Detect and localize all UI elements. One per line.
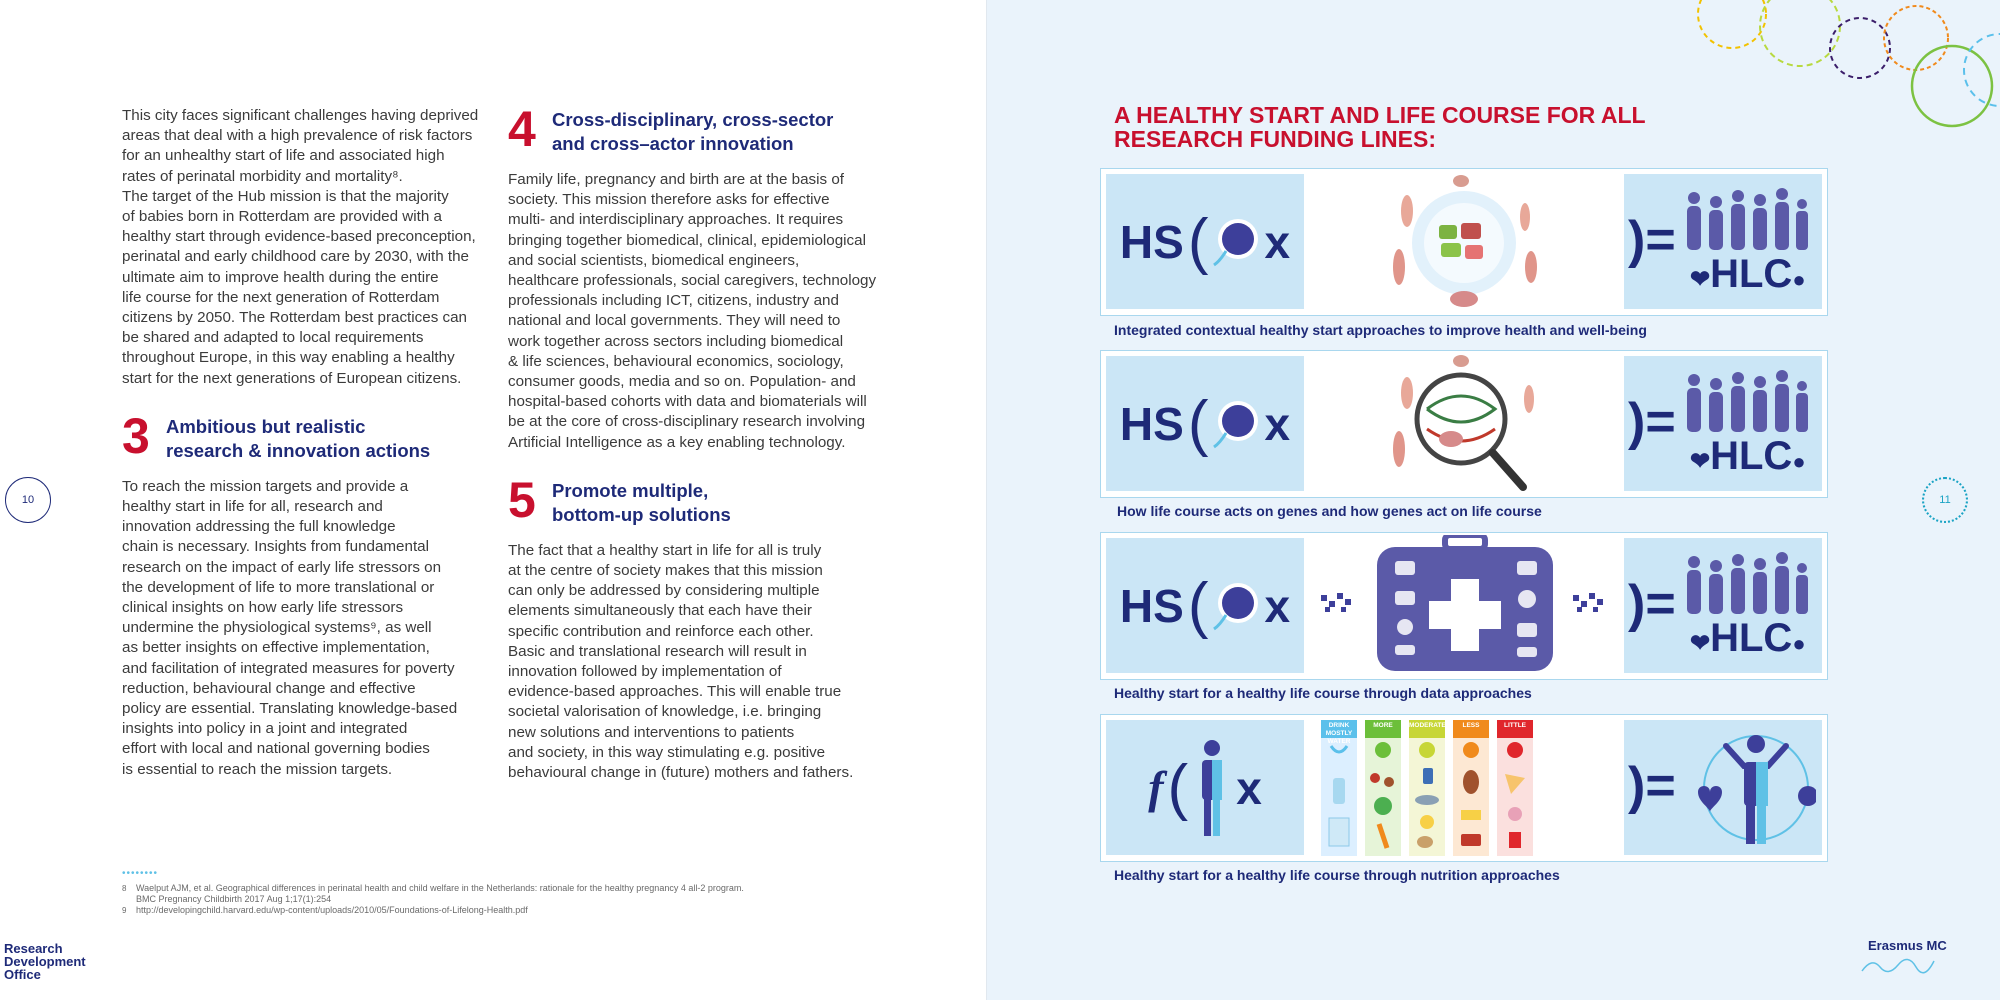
close-equals: )= xyxy=(1628,393,1676,451)
formula-left-box xyxy=(1106,538,1304,673)
f-label: f xyxy=(1148,762,1164,813)
page-number-right: 11 xyxy=(1922,477,1968,523)
paren-open: ( xyxy=(1187,570,1209,640)
intro-paragraph: This city faces significant challenges having deprived areas that deal with a high prevalence of risk factors for an unhealthy start of life and associated high rates of perinatal morbidity and mortality⁸. The target of the Hub mission is that the majority of babies born in Rotterdam are provided with a healthy start through evidence-based preconception, perinatal and early childhood care by 2030, with the ultimate aim to improve health during the entire life course for the next generation of Rotterdam citizens by 2050. The Rotterdam best practices can be shared and adapted to local requirements throughout Europe, in this way enabling a healthy start for the next generations of European citizens. xyxy=(122,107,479,387)
apple-icon: ● xyxy=(1792,267,1806,292)
research-development-office-label: Research Development Office xyxy=(4,941,86,982)
hs-label: HS xyxy=(1119,215,1184,268)
decorative-circles xyxy=(1680,0,2000,140)
section-title: Cross-disciplinary, cross-sector and cross–actor innovation xyxy=(552,109,834,154)
heart-icon: ❤ xyxy=(1690,266,1711,293)
section-title: Ambitious but realistic research & innovation actions xyxy=(166,415,431,461)
funding-panel-1 xyxy=(1100,168,1828,316)
section-4-body: Family life, pregnancy and birth are at the basis of society. This mission therefore asks for effective multi- and interdisciplinary approaches. It requires bringing together biomedical, clinical, epidemiological and social scientists, biomedical engineers, healthcare professionals, social caregivers, technology professionals including ICT, citizens, industry and national and local governments. They will need to work together across sectors including biomedical & life sciences, behavioural economics, sociology, consumer goods, media and so on. Population- and hospital-based cohorts with data and biomaterials will be at the core of cross-disciplinary research involving Artificial Intelligence as a key enabling technology. xyxy=(508,171,877,451)
close-equals: )= xyxy=(1628,575,1676,633)
close-equals: )= xyxy=(1628,211,1676,269)
hs-label: HS xyxy=(1119,579,1184,632)
funding-lines-title: A HEALTHY START AND LIFE COURSE FOR ALL RESEARCH FUNDING LINES: xyxy=(1114,102,1646,152)
paren-open: ( xyxy=(1187,388,1209,458)
left-column xyxy=(122,106,482,780)
formula-right-box xyxy=(1624,174,1822,309)
footnotes xyxy=(122,868,822,916)
nutrition-column-water xyxy=(1321,720,1357,856)
section-number: 4 xyxy=(508,101,536,157)
footnote-9 xyxy=(122,905,822,916)
erasmus-mc-logo xyxy=(1868,938,1947,980)
right-column xyxy=(508,101,888,783)
formula-left-box xyxy=(1106,174,1304,309)
x-label: x xyxy=(1264,579,1291,632)
nutrition-column-more xyxy=(1365,720,1401,856)
section-title: Promote multiple, bottom-up solutions xyxy=(552,479,731,525)
healthy-person-icon xyxy=(1696,726,1816,850)
egg-sperm-icon xyxy=(1212,397,1260,451)
footnote-divider: •••••••• xyxy=(122,868,159,879)
formula-left-box xyxy=(1106,356,1304,491)
paren-open: ( xyxy=(1187,206,1209,276)
section-number: 3 xyxy=(122,407,150,464)
caption-4: Healthy start for a healthy life course through nutrition approaches xyxy=(1114,867,1560,883)
footnote-link[interactable]: http://developingchild.harvard.edu/wp-content/uploads/2010/05/Foundations-of-Lifelong-Health.pdf xyxy=(136,905,528,915)
nutrition-column-label: MODERATE xyxy=(1409,720,1445,738)
nutrition-column-moderate xyxy=(1409,720,1445,856)
nutrition-column-label: LITTLE xyxy=(1497,720,1533,738)
nutrition-column-less xyxy=(1453,720,1489,856)
formula-right-box xyxy=(1624,538,1822,673)
apple-icon: ● xyxy=(1792,631,1806,656)
caption-3: Healthy start for a healthy life course through data approaches xyxy=(1114,685,1532,701)
nutrition-column-label: DRINK MOSTLY WATER xyxy=(1321,720,1357,738)
left-page xyxy=(0,0,986,1000)
egg-sperm-icon xyxy=(1212,579,1260,633)
funding-panel-3 xyxy=(1100,532,1828,680)
paren-open: ( xyxy=(1167,752,1189,822)
egg-sperm-icon xyxy=(1212,215,1260,269)
heart-icon: ❤ xyxy=(1690,448,1711,475)
footnote-mark: 8 xyxy=(122,884,127,893)
formula-left-box xyxy=(1106,720,1304,855)
family-silhouette-icon xyxy=(1682,370,1814,434)
section-number: 5 xyxy=(508,471,536,528)
hlc-label: ❤HLC● xyxy=(1690,252,1806,296)
section-3-body: To reach the mission targets and provide a healthy start in life for all, research and innovation addressing the full knowledge chain is necessary. Insights from fundamental research on the impact of early life stressors on the development of life to more translational or clinical insights on how early life stressors undermine the physiological systems⁹, as well as better insights on effective implementation, and facilitation of integrated measures for poverty reduction, behavioural change and effective policy are essential. Translating knowledge-based insights into policy in a joint and integrated effort with local and national governing bodies is essential to reach the mission targets. xyxy=(122,477,458,778)
x-label: x xyxy=(1236,761,1262,814)
data-medical-case-illustration xyxy=(1311,535,1617,675)
footnote-mark: 9 xyxy=(122,906,127,915)
section-5-heading xyxy=(508,471,888,528)
funding-panel-2 xyxy=(1100,350,1828,498)
formula-right-box xyxy=(1624,720,1822,855)
family-silhouette-icon xyxy=(1682,188,1814,252)
x-label: x xyxy=(1264,215,1291,268)
logo-text: Erasmus MC xyxy=(1868,938,1947,953)
x-label: x xyxy=(1264,397,1291,450)
footnote-8 xyxy=(122,883,822,905)
funding-panel-4 xyxy=(1100,714,1828,862)
hs-label: HS xyxy=(1119,397,1184,450)
signature-icon xyxy=(1858,953,1938,977)
page-number-left: 10 xyxy=(5,477,51,523)
family-food-illustration xyxy=(1311,171,1617,311)
footnote-text: Waelput AJM, et al. Geographical differences in perinatal health and child welfare in the Netherlands: rationale for the healthy pregnancy 4 all-2 program. BMC Pregnancy Childbirth 2017 Aug 1;17(1):254 xyxy=(136,883,744,904)
person-icon xyxy=(1192,738,1232,838)
hlc-label: ❤HLC● xyxy=(1690,616,1806,660)
section-5-body: The fact that a healthy start in life for all is truly at the centre of society makes that this mission can only be addressed by considering multiple elements simultaneously that each have their specific contribution and reinforce each other. Basic and translational research will result in innovation followed by implementation of evidence-based approaches. This will enable true societal valorisation of knowledge, i.e. bringing new solutions and interventions to patients and society, in this way stimulating e.g. positive behavioural change in (future) mothers and fathers. xyxy=(508,541,854,782)
close-equals: )= xyxy=(1628,757,1676,815)
dna-magnifier-illustration xyxy=(1311,353,1617,493)
formula-right-box xyxy=(1624,356,1822,491)
section-4-heading xyxy=(508,101,888,157)
nutrition-column-label: MORE xyxy=(1365,720,1401,738)
hlc-label: ❤HLC● xyxy=(1690,434,1806,478)
caption-1: Integrated contextual healthy start approaches to improve health and well-being xyxy=(1114,322,1647,338)
apple-icon: ● xyxy=(1792,449,1806,474)
heart-icon: ❤ xyxy=(1690,630,1711,657)
family-silhouette-icon xyxy=(1682,552,1814,616)
caption-2: How life course acts on genes and how genes act on life course xyxy=(1117,503,1542,519)
section-3-heading xyxy=(122,407,482,464)
nutrition-column-label: LESS xyxy=(1453,720,1489,738)
nutrition-column-little xyxy=(1497,720,1533,856)
